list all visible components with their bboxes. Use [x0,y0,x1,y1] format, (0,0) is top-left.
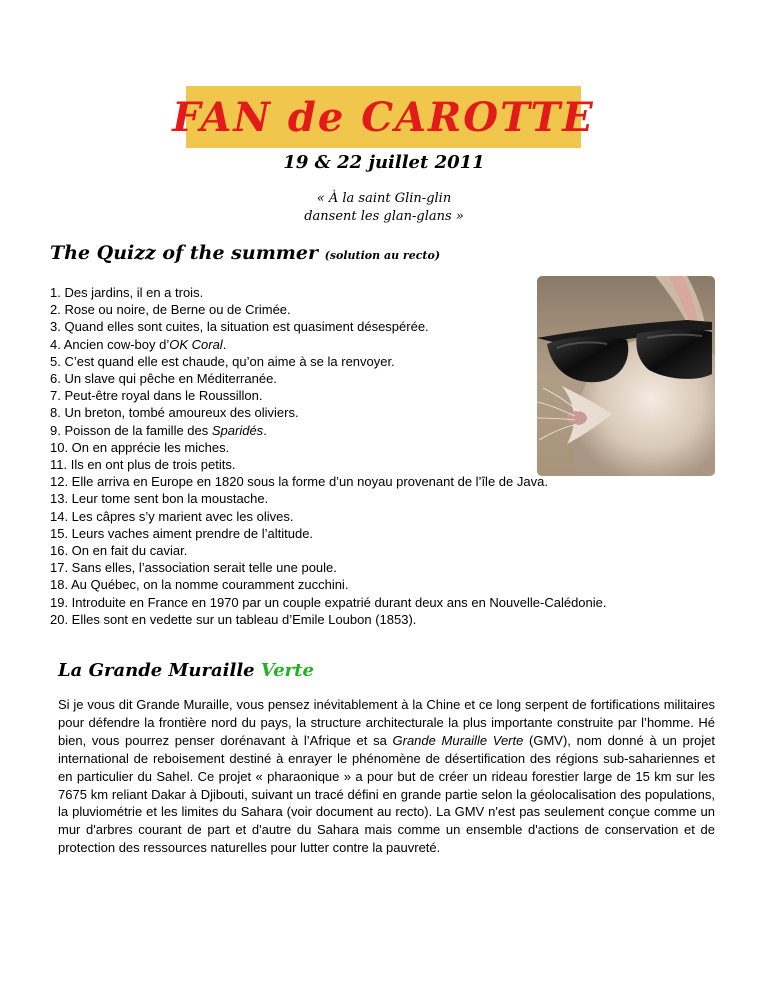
gmv-paragraph-part1: Si je vous dit Grande Muraille, vous pensez inévitablement à la Chine et ce long serpent de fortifications militaires pour défendre la frontière nord du pays, la structure architecturale la plus importante construite par l’homme. Hé bien, vous pourrez penser dorénavant à l’Afrique et sa [58,697,715,748]
gmv-paragraph-emphasis: Grande Muraille Verte [392,732,524,748]
quiz-question-suffix: . [222,336,227,352]
quote-line-2: dansent les glan-glans » [304,209,464,224]
quiz-question-emphasis: OK Coral [169,336,223,352]
quiz-question [50,594,730,611]
quiz-question-text: 9. Poisson de la famille des [50,422,212,438]
event-dates: 19 & 22 juillet 2011 [283,152,485,173]
quiz-question-text: 6. Un slave qui pêche en Méditerranée. [50,371,277,387]
quiz-question-text: 5. C’est quand elle est chaude, qu’on aime à se la renvoyer. [50,353,395,369]
quiz-question [50,422,730,439]
gmv-paragraph [58,696,715,857]
quiz-question [50,318,730,335]
quiz-heading [50,242,440,264]
quiz-question-text: 2. Rose ou noire, de Berne ou de Crimée. [50,302,291,318]
quiz-question [50,353,730,370]
quiz-question-text: 4. Ancien cow-boy d’ [50,336,170,352]
quiz-question [50,542,730,559]
quiz-question [50,576,730,593]
quiz-question-text: 17. Sans elles, l’association serait telle une poule. [50,560,337,576]
quiz-question [50,508,730,525]
gmv-heading-green: Verte [260,660,314,681]
title-banner [172,86,595,148]
quiz-question-text: 19. Introduite en France en 1970 par un couple expatrié durant deux ans en Nouvelle-Calédonie. [50,594,607,610]
gmv-heading [58,660,314,681]
quiz-question-text: 11. Ils en ont plus de trois petits. [50,457,236,473]
quiz-question-text: 15. Leurs vaches aiment prendre de l’altitude. [50,525,314,541]
quiz-questions [50,284,730,628]
gmv-paragraph-part2: (GMV), nom donné à un projet international de reboisement destiné à enrayer le phénomène de désertification des régions sub-sahariennes et en particulier du Sahel. Ce projet « pharaonique » a pour but de créer un rideau forestier large de 15 km sur les 7675 km reliant Dakar à Djibouti, suivant un tracé défini en grande partie selon la géolocalisation des populations, la pluviométrie et les limites du Sahara (voir document au recto). La GMV n'est pas seulement conçue comme un mur d'arbres courant de part et d'autre du Sahara mais comme un ensemble d'actions de conservation et de protection des ressources naturelles pour lutter contre la pauvreté. [58,732,716,856]
quiz-heading-note: (solution au recto) [324,249,441,262]
quiz-question-text: 10. On en apprécie les miches. [50,439,230,455]
quiz-question-text: 14. Les câpres s’y marient avec les olives. [50,508,294,524]
quiz-question [50,301,730,318]
quiz-question [50,439,730,456]
quiz-question-text: 3. Quand elles sont cuites, la situation est quasiment désespérée. [50,319,429,335]
quiz-heading-text: The Quizz of the summer [50,242,319,264]
quiz-question [50,525,730,542]
quiz-question-text: 7. Peut-être royal dans le Roussillon. [50,388,263,404]
page-title: FAN de CAROTTE [172,93,595,141]
quiz-question-text: 1. Des jardins, il en a trois. [50,285,204,300]
quiz-question [50,559,730,576]
quiz-question [50,456,730,473]
quiz-question-text: 12. Elle arriva en Europe en 1820 sous la forme d’un noyau provenant de l’île de Java. [50,474,548,490]
quiz-question [50,473,730,490]
quiz-question [50,611,730,628]
quiz-question-suffix: . [263,422,267,438]
quiz-question [50,336,730,353]
quote [0,190,768,226]
quiz-question-text: 8. Un breton, tombé amoureux des oliviers. [50,405,299,421]
quiz-question-emphasis: Sparidés [211,422,264,438]
quiz-question [50,404,730,421]
quiz-question-text: 13. Leur tome sent bon la moustache. [50,491,269,507]
quiz-question [50,490,730,507]
quiz-question-text: 16. On en fait du caviar. [50,543,188,559]
quote-line-1: « À la saint Glin-glin [316,191,452,206]
quiz-question [50,370,730,387]
quiz-question [50,284,730,301]
quiz-question-text: 18. Au Québec, on la nomme couramment zucchini. [50,577,349,593]
quiz-question [50,387,730,404]
gmv-heading-main: La Grande Muraille [58,660,255,681]
quiz-question-text: 20. Elles sont en vedette sur un tableau d’Emile Loubon (1853). [50,611,417,627]
